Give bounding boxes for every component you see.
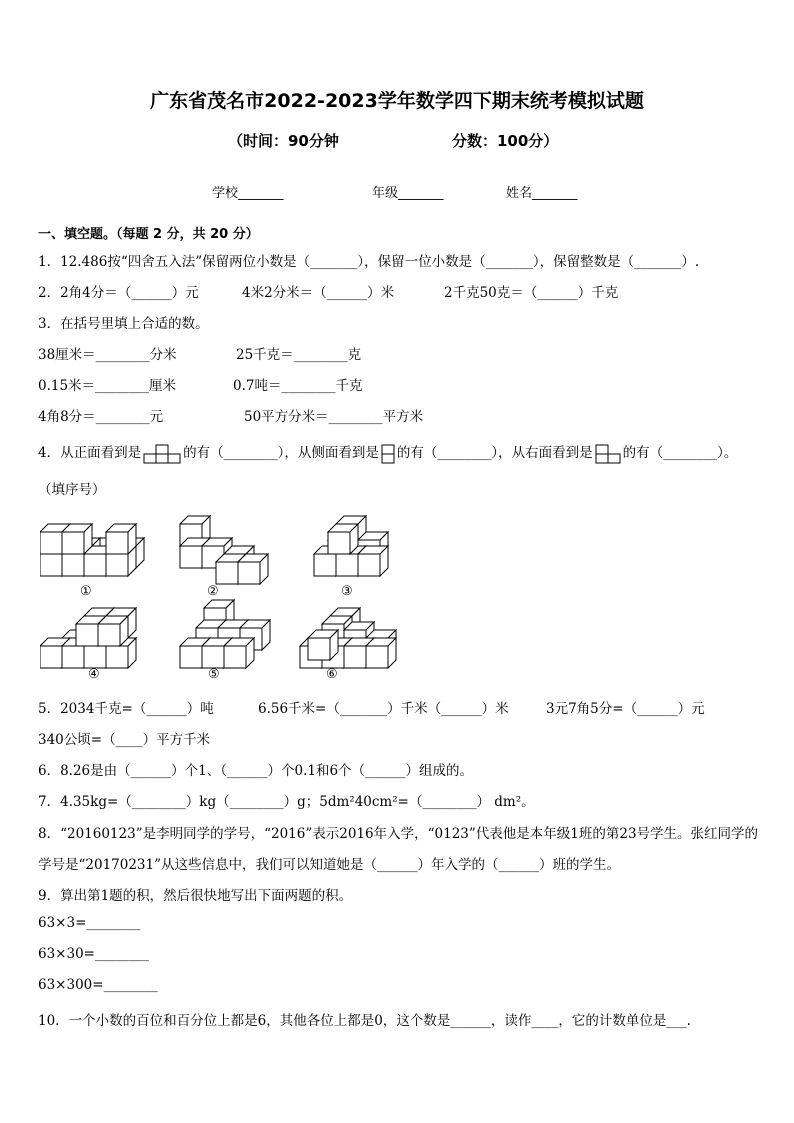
question-4-text-b: 的有（________），从侧面看到是 (183, 445, 379, 461)
question-4-note: （填序号） (38, 482, 106, 498)
question-9-item-1: 63×3=________ (38, 915, 141, 931)
question-4-text-c: 的有（________），从右面看到是 (396, 445, 593, 461)
question-9: 9．算出第1题的积，然后很快地写出下面两题的积。 (38, 888, 353, 904)
question-5d: 340公顷=（____）平方千米 (38, 732, 211, 748)
question-4 (38, 441, 737, 464)
figure-label-5: ⑤ (208, 667, 220, 682)
name-field[interactable]: 姓名_______ (506, 186, 578, 201)
question-5a: 5．2034千克=（______）吨 (38, 701, 214, 717)
question-8-line-2: 学号是“20170231”从这些信息中，我们可以知道她是（______）年入学的（______）班的学生。 (38, 857, 621, 873)
question-10: 10．一个小数的百位和百分位上都是6，其他各位上都是0，这个数是______，读作____，它的计数单位是___. (38, 1013, 691, 1029)
figure-3 (314, 516, 388, 576)
question-5b: 6.56千米=（_______）千米（______）米 (258, 701, 509, 717)
figure-label-3: ③ (341, 584, 353, 599)
figure-label-2: ② (207, 584, 219, 599)
right-view-icon (595, 444, 621, 464)
figure-4 (40, 608, 136, 668)
question-7: 7．4.35kg=（________）kg（________）g；5dm²40cm²=（________） dm²。 (38, 794, 535, 810)
question-4-text-a: 4．从正面看到是 (38, 445, 142, 461)
question-2b: 4米2分米＝（______）米 (242, 285, 395, 301)
question-3-row2a: 0.15米＝________厘米 (38, 378, 177, 394)
exam-time: （时间：90分钟 (228, 132, 339, 150)
section-heading: 一、填空题。（每题 2 分，共 20 分） (38, 227, 259, 242)
question-4-text-d: 的有（________）。 (622, 445, 738, 461)
figure-label-4: ④ (88, 667, 100, 682)
page-title: 广东省茂名市2022-2023学年数学四下期末统考模拟试题 (150, 90, 644, 112)
figure-6 (300, 608, 396, 668)
figure-5 (180, 600, 270, 668)
question-5c: 3元7角5分=（______）元 (546, 701, 705, 717)
exam-score: 分数：100分） (452, 132, 559, 150)
front-view-icon (143, 444, 181, 464)
question-6: 6．8.26是由（______）个1、（______）个0.1和6个（______）组成的。 (38, 763, 474, 779)
question-2a: 2．2角4分＝（______）元 (38, 285, 199, 301)
question-3-row2b: 0.7吨＝________千克 (233, 378, 363, 394)
question-9-item-3: 63×300=________ (38, 977, 158, 993)
question-3-row1b: 25千克＝________克 (236, 347, 362, 363)
side-view-icon (381, 444, 395, 464)
question-3: 3．在括号里填上合适的数。 (38, 316, 209, 332)
school-field[interactable]: 学校_______ (212, 186, 284, 201)
figure-2 (180, 516, 268, 584)
question-9-item-2: 63×30=________ (38, 946, 149, 962)
figure-label-6: ⑥ (326, 667, 338, 682)
figure-label-1: ① (80, 584, 92, 599)
question-3-row3a: 4角8分＝________元 (38, 409, 164, 425)
question-8-line-1: 8．“20160123”是李明同学的学号，“2016”表示2016年入学，“0123”代表他是本年级1班的第23号学生。张红同学的 (38, 826, 759, 842)
grade-field[interactable]: 年级_______ (372, 186, 444, 201)
question-3-row3b: 50平方分米＝________平方米 (244, 409, 424, 425)
figure-1 (40, 524, 144, 576)
question-2c: 2千克50克＝（______）千克 (444, 285, 619, 301)
question-3-row1a: 38厘米＝________分米 (38, 347, 177, 363)
question-1: 1．12.486按“四舍五入法”保留两位小数是（_______），保留一位小数是（_______），保留整数是（_______）. (38, 254, 700, 270)
